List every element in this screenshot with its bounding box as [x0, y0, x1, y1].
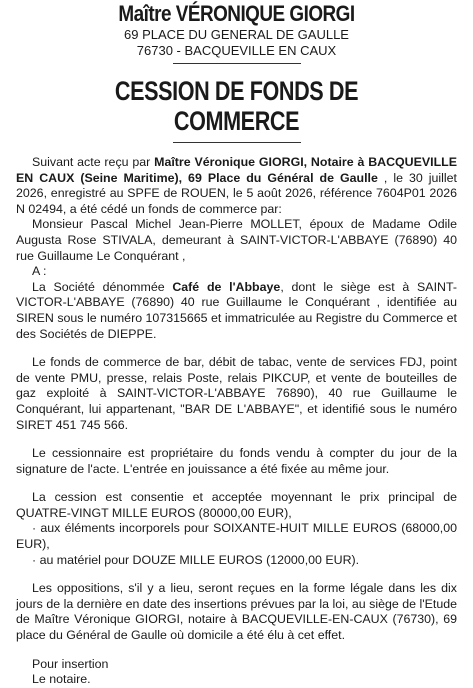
notice-title: CESSION DE FONDS DE COMMERCE: [114, 76, 359, 136]
header-divider: [173, 63, 301, 64]
paragraph-oppositions: Les oppositions, s'il y a lieu, seront reçues en la forme légale dans les dix jours de la dernière en date des insertions prévues par la loi, au siège de l'Etude de Maître Véronique GIORGI, notaire à BACQUEVILLE-EN-CAUX (76730), 69 place du Général de Gaulle où domicile a été élu à cet effet.: [16, 581, 457, 643]
paragraph-seller: Monsieur Pascal Michel Jean-Pierre MOLLET, époux de Madame Odile Augusta Rose STIVALA, demeurant à SAINT-VICTOR-L'ABBAYE (76890) 40 rue Guillaume Le Conquérant ,: [16, 217, 457, 263]
deed-details: , le 30 juillet 2026, enregistré au SPFE de ROUEN, le 5 août 2026, référence 7604P01 2026 N 02494, a été cédé un fonds de commerce par:: [16, 170, 458, 216]
buyer-details: , dont le siège est à SAINT-VICTOR-L'ABBAYE (76890) 40 rue Guillaume le Conquérant , identifiée au SIREN sous le numéro 107315665 et immatriculée au Registre du Commerce et des Sociétés de DIEPPE.: [16, 279, 457, 341]
notary-name: Maître VÉRONIQUE GIORGI: [118, 1, 355, 26]
paragraph-price-intangible: · aux éléments incorporels pour SOIXANTE-HUIT MILLE EUROS (68000,00 EUR),: [16, 521, 457, 552]
buyer-intro: La Société dénommée: [32, 279, 173, 294]
title-divider: [173, 142, 301, 143]
closing-insertion: Pour insertion: [32, 656, 109, 671]
deed-notary: Maître Véronique GIORGI, Notaire à BACQUEVILLE EN CAUX (Seine Maritime), 69 Place du Général de Gaulle: [16, 155, 458, 185]
closing-signature: Le notaire.: [32, 672, 91, 687]
deed-intro: Suivant acte reçu par: [32, 155, 155, 169]
notice-body: [16, 155, 457, 688]
paragraph-ownership: Le cessionnaire est propriétaire du fonds vendu à compter du jour de la signature de l'acte. L'entrée en jouissance a été fixée au même jour.: [16, 446, 457, 476]
paragraph-price-equipment: · au matériel pour DOUZE MILLE EUROS (12000,00 EUR).: [32, 552, 360, 567]
paragraph-to: A :: [32, 264, 47, 279]
paragraph-business: Le fonds de commerce de bar, débit de tabac, vente de services FDJ, point de vente PMU, presse, relais Poste, relais PIKCUP, et vente de bouteilles de gaz exploité à SAINT-VICTOR-L'ABBAYE 76890), 40 rue Guillaume le Conquérant, lui appartenant, "BAR DE L'ABBAYE", et identifié sous le numéro SIRET 451 745 566.: [16, 355, 457, 432]
paragraph-buyer: [16, 280, 457, 342]
buyer-name: Café de l'Abbaye: [172, 279, 281, 294]
notary-address-line1: 69 PLACE DU GENERAL DE GAULLE: [124, 27, 349, 42]
notary-address-line2: 76730 - BACQUEVILLE EN CAUX: [136, 43, 337, 58]
legal-notice: [16, 0, 457, 688]
paragraph-price: La cession est consentie et acceptée moyennant le prix principal de QUATRE-VINGT MILLE EUROS (80000,00 EUR),: [16, 490, 457, 520]
paragraph-deed: [16, 155, 457, 217]
